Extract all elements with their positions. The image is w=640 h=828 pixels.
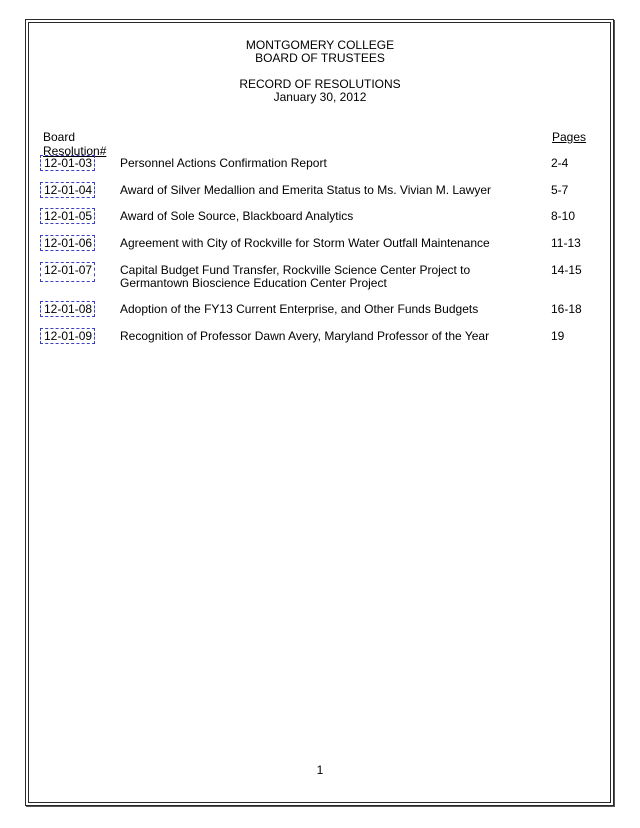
resolution-title: Award of Silver Medallion and Emerita Status to Ms. Vivian M. Lawyer bbox=[120, 183, 492, 197]
resolution-number-link[interactable]: 12-01-08 bbox=[40, 301, 95, 317]
board-header-line1: Board bbox=[43, 130, 76, 144]
resolution-pages: 19 bbox=[551, 329, 565, 343]
board-resolution-column-header bbox=[43, 130, 106, 158]
resolution-title: Adoption of the FY13 Current Enterprise, and Other Funds Budgets bbox=[120, 302, 479, 316]
resolution-pages: 2-4 bbox=[551, 156, 569, 170]
resolution-pages: 8-10 bbox=[551, 209, 576, 223]
resolution-number-link[interactable]: 12-01-05 bbox=[40, 208, 95, 224]
resolution-number-link[interactable]: 12-01-06 bbox=[40, 235, 95, 251]
resolution-number-link[interactable]: 12-01-09 bbox=[40, 328, 95, 344]
resolution-title: Recognition of Professor Dawn Avery, Maryland Professor of the Year bbox=[120, 329, 490, 343]
resolution-number-link[interactable]: 12-01-07 bbox=[40, 262, 95, 282]
record-date: January 30, 2012 bbox=[273, 90, 367, 104]
board-header-line2: Resolution# bbox=[43, 144, 107, 158]
resolution-pages: 14-15 bbox=[551, 263, 582, 277]
institution-header bbox=[0, 39, 640, 65]
resolution-number-link[interactable]: 12-01-04 bbox=[40, 182, 95, 198]
resolution-title: Award of Sole Source, Blackboard Analytics bbox=[120, 209, 354, 223]
resolution-number-link[interactable]: 12-01-03 bbox=[40, 155, 95, 171]
resolution-title: Capital Budget Fund Transfer, Rockville Science Center Project to Germantown Bioscience Education Center Project bbox=[120, 263, 471, 290]
page-number: 1 bbox=[316, 763, 324, 777]
resolution-pages: 16-18 bbox=[551, 302, 582, 316]
institution-name: MONTGOMERY COLLEGE bbox=[245, 38, 395, 52]
resolution-title: Agreement with City of Rockville for Storm Water Outfall Maintenance bbox=[120, 236, 490, 250]
resolution-title: Personnel Actions Confirmation Report bbox=[120, 156, 327, 170]
resolution-pages: 11-13 bbox=[551, 236, 581, 250]
resolution-pages: 5-7 bbox=[551, 183, 569, 197]
board-name: BOARD OF TRUSTEES bbox=[255, 51, 385, 65]
pages-column-header: Pages bbox=[552, 130, 587, 144]
page-border-inner bbox=[28, 22, 611, 803]
record-header bbox=[0, 78, 640, 104]
record-title: RECORD OF RESOLUTIONS bbox=[239, 77, 401, 91]
